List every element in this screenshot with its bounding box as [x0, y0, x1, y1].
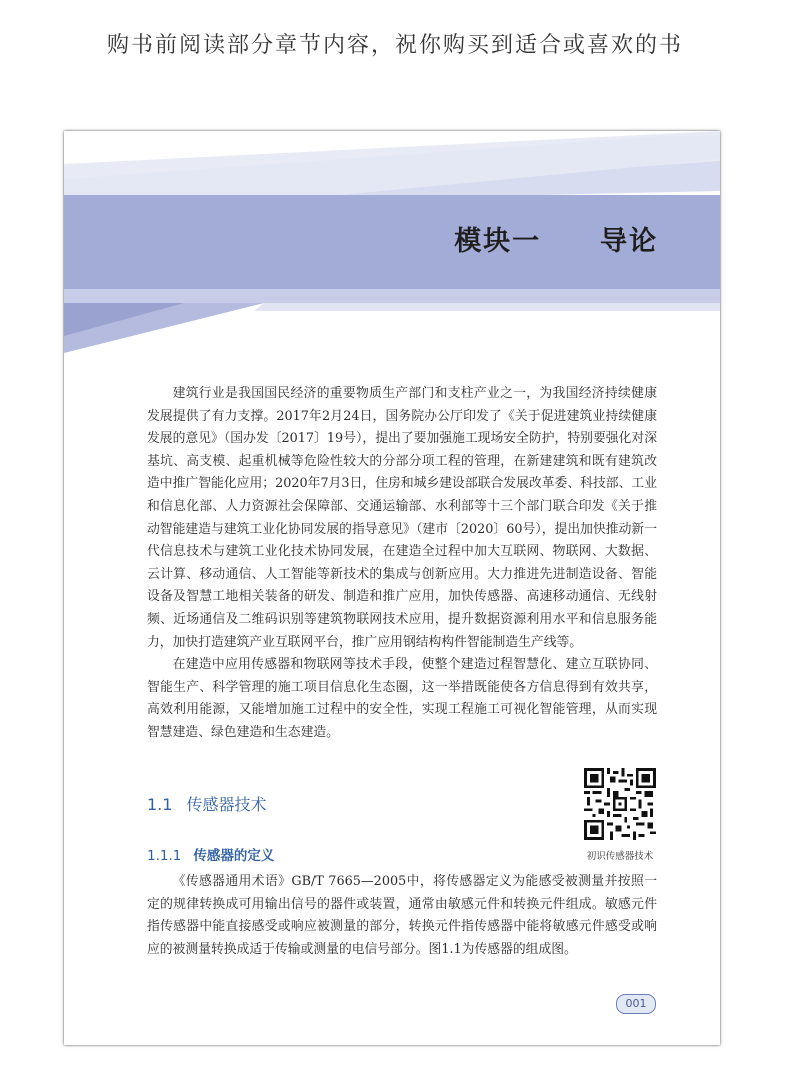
qr-caption: 初识传感器技术 — [586, 851, 654, 862]
section-number: 1.1 — [147, 795, 173, 814]
module-title: 模块一 导论 — [454, 226, 658, 257]
intro-paragraph-1: 建筑行业是我国国民经济的重要物质生产部门和支柱产业之一，为我国经济持续健康发展提供了有力支撑。2017年2月24日，国务院办公厅印发了《关于促进建筑业持续健康发展的意见》（国办发〔2017〕19号），提出了要加强施工现场安全防护，特别要强化对深基坑、高支模、起重机械等危险性较大的分部分项工程的管理，在新建建筑和既有建筑改造中推广智能化应用；2020年7月3日，住房和城乡建设部联合发展改革委、科技部、工业和信息化部、人力资源社会保障部、交通运输部、水利部等十三个部门联合印发《关于推动智能建造与建筑工业化协同发展的指导意见》（建市〔2020〕60号），提出加快推动新一代信息技术与建筑工业化技术协同发展，在建造全过程中加大互联网、物联网、大数据、云计算、移动通信、人工智能等新技术的集成与创新应用。大力推进先进制造设备、智能设备及智慧工地相关装备的研发、制造和推广应用，加快传感器、高速移动通信、无线射频、近场通信及二维码识别等建筑物联网技术应用，提升数据资源利用水平和信息服务能力，加快打造建筑产业互联网平台，推广应用钢结构构件智能制造生产线等。 — [147, 386, 657, 650]
subsection-title: 传感器的定义 — [193, 848, 275, 864]
page-number-badge: 001 — [616, 994, 656, 1014]
qr-code-icon[interactable] — [584, 768, 656, 840]
subsection-heading — [147, 844, 274, 864]
promo-banner-text: 购书前阅读部分章节内容，祝你购买到适合或喜欢的书 — [106, 33, 683, 58]
section-title: 传感器技术 — [186, 795, 267, 814]
subsection-number: 1.1.1 — [147, 848, 182, 864]
definition-text — [147, 871, 657, 961]
intro-paragraph-2: 在建造中应用传感器和物联网等技术手段，使整个建造过程智慧化、建立互联协同、智能生产、科学管理的施工项目信息化生态圈，这一举措既能使各方信息得到有效共享，高效利用能源，又能增加施工过程中的安全性，实现工程施工可视化智能管理，从而实现智慧建造、绿色建造和生态建造。 — [147, 657, 657, 740]
book-page — [64, 131, 720, 1045]
promo-banner — [0, 0, 790, 80]
section-heading — [147, 792, 266, 815]
definition-paragraph: 《传感器通用术语》GB/T 7665—2005中，将传感器定义为能感受被测量并按照一定的规律转换成可用输出信号的器件或装置，通常由敏感元件和转换元件组成。敏感元件指传感器中能直接感受或响应被测量的部分，转换元件指传感器中能将敏感元件感受或响应的被测量转换成适于传输或测量的电信号部分。图1.1为传感器的组成图。 — [147, 874, 657, 957]
intro-text — [147, 383, 657, 745]
